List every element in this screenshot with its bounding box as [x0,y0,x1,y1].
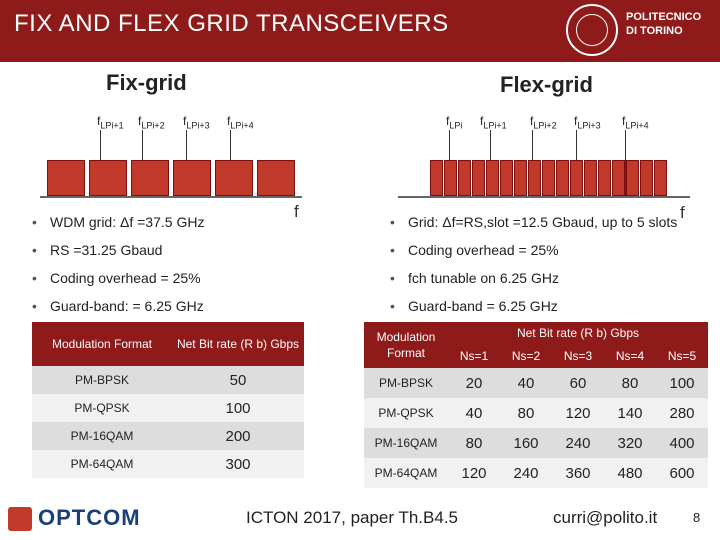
flexgrid-slot [514,160,527,196]
fixgrid-freq-sub1: LPi+1 [100,120,124,131]
table-cell: 160 [500,428,552,458]
optcom-logo [8,505,168,533]
flexgrid-freq-label-0 [446,114,462,130]
fixgrid-freq-f1: f [97,114,101,128]
flexgrid-freq-sub4: LPi+4 [625,120,649,131]
flexgrid-freq-sub2: LPi+2 [533,120,557,131]
fixgrid-heading: Fix-grid [106,70,187,95]
column-header: Ns=1 [448,344,500,368]
fixgrid-channel [173,160,211,196]
fixgrid-bullet: • Coding overhead = 25% [30,268,204,296]
column-header: Ns=4 [604,344,656,368]
table-cell: 80 [500,398,552,428]
table-cell: 360 [552,458,604,488]
flexgrid-heading: Flex-grid [500,72,593,97]
flexgrid-freq-sub0: LPi [449,120,463,131]
table-cell: 60 [552,368,604,398]
flexgrid-freq-label-4 [622,114,649,130]
flexgrid-bullet: • Coding overhead = 25% [388,240,677,268]
seal-inner-ring [576,14,608,46]
fixgrid-freq-label-2 [138,114,165,130]
flexgrid-slot [472,160,485,196]
fixgrid-bitrate-table [32,322,304,478]
column-header: Modulation Format [32,322,172,366]
fixgrid-bullet: • Guard-band: = 6.25 GHz [30,296,204,324]
flexgrid-slot [626,160,639,196]
fixgrid-freq-sub4: LPi+4 [230,120,254,131]
flexgrid-slot [542,160,555,196]
table-cell: PM-64QAM [32,450,172,478]
table-cell: 280 [656,398,708,428]
table-cell: 480 [604,458,656,488]
fixgrid-bullets [30,212,204,324]
table-row [364,458,708,488]
flexgrid-bullet: • Grid: Δf=RS,slot =12.5 Gbaud, up to 5 slots [388,212,677,240]
table-cell: 140 [604,398,656,428]
university-line2: DI TORINO [626,25,683,37]
column-header: Net Bit rate (R b) Gbps [448,322,708,344]
fixgrid-channel [89,160,127,196]
flexgrid-slot [556,160,569,196]
table-cell: 400 [656,428,708,458]
title-bar [0,0,720,62]
table-cell: 200 [172,422,304,450]
table-cell: 240 [552,428,604,458]
slide-title: FIX AND FLEX GRID TRANSCEIVERS [14,10,449,37]
flexgrid-freq-f1: f [480,114,484,128]
table-cell: 120 [552,398,604,428]
flexgrid-freq-f4: f [622,114,626,128]
flexgrid-freq-f0: f [446,114,450,128]
flexgrid-slot [528,160,541,196]
flexgrid-slot [500,160,513,196]
flexgrid-axis-label: f [680,203,685,222]
page-number: 8 [693,510,701,525]
flexgrid-freq-f3: f [574,114,578,128]
table-cell: PM-64QAM [364,458,448,488]
flexgrid-slot [654,160,667,196]
table-cell: 80 [604,368,656,398]
fixgrid-channel [131,160,169,196]
table-cell: 600 [656,458,708,488]
conference-reference: ICTON 2017, paper Th.B4.5 [246,508,458,527]
flexgrid-bullets [388,212,677,324]
flexgrid-slot [444,160,457,196]
table-cell: PM-BPSK [364,368,448,398]
flexgrid-bullet: • Guard-band = 6.25 GHz [388,296,677,324]
fixgrid-freq-f3: f [183,114,187,128]
fixgrid-freq-label-3 [183,114,210,130]
optcom-logo-text: OPTCOM [38,505,141,530]
table-cell: 320 [604,428,656,458]
fixgrid-freq-sub2: LPi+2 [141,120,165,131]
table-row [364,428,708,458]
contact-email[interactable]: curri@polito.it [553,508,658,527]
flexgrid-frequency-axis [398,196,690,198]
flexgrid-slot [612,160,625,196]
flexgrid-slot [640,160,653,196]
optcom-logo-mark [8,507,32,531]
table-cell: 80 [448,428,500,458]
table-row [364,368,708,398]
table-row [32,394,304,422]
table-cell: PM-QPSK [364,398,448,428]
table-cell: 40 [448,398,500,428]
table-cell: PM-16QAM [364,428,448,458]
flexgrid-slot [598,160,611,196]
table-cell: 40 [500,368,552,398]
table-header-row [32,322,304,366]
fixgrid-bullet: • RS =31.25 Gbaud [30,240,204,268]
table-cell: 50 [172,366,304,394]
table-cell: 120 [448,458,500,488]
flexgrid-freq-label-3 [574,114,601,130]
table-cell: 100 [172,394,304,422]
flexgrid-slot [570,160,583,196]
fixgrid-freq-f2: f [138,114,142,128]
fixgrid-axis-label: f [294,202,299,221]
table-row [364,398,708,428]
flexgrid-slot [458,160,471,196]
fixgrid-channel [257,160,295,196]
table-cell: PM-BPSK [32,366,172,394]
flexgrid-freq-label-2 [530,114,557,130]
column-header: Net Bit rate (R b) Gbps [172,322,304,366]
table-cell: PM-QPSK [32,394,172,422]
column-header: Ns=5 [656,344,708,368]
fixgrid-freq-label-4 [227,114,254,130]
university-seal [566,4,618,56]
university-name [626,10,701,38]
flexgrid-slot [430,160,443,196]
fixgrid-frequency-axis [40,196,302,198]
table-cell: PM-16QAM [32,422,172,450]
flexgrid-bitrate-table [364,322,708,488]
table-cell: 100 [656,368,708,398]
column-header: Modulation Format [364,322,448,368]
table-row [32,422,304,450]
flexgrid-freq-f2: f [530,114,534,128]
university-line1: POLITECNICO [626,11,702,23]
table-cell: 300 [172,450,304,478]
flexgrid-slot [486,160,499,196]
table-row [32,450,304,478]
fixgrid-bullet: • WDM grid: Δf =37.5 GHz [30,212,204,240]
flexgrid-slot [584,160,597,196]
flexgrid-freq-sub1: LPi+1 [483,120,507,131]
table-row [32,366,304,394]
flexgrid-freq-label-1 [480,114,507,130]
flexgrid-freq-sub3: LPi+3 [577,120,601,131]
flexgrid-bullet: • fch tunable on 6.25 GHz [388,268,677,296]
table-cell: 20 [448,368,500,398]
table-header-row [364,322,708,344]
fixgrid-freq-label-1 [97,114,124,130]
fixgrid-channel [215,160,253,196]
table-cell: 240 [500,458,552,488]
fixgrid-freq-f4: f [227,114,231,128]
fixgrid-freq-sub3: LPi+3 [186,120,210,131]
column-header: Ns=2 [500,344,552,368]
fixgrid-channel [47,160,85,196]
column-header: Ns=3 [552,344,604,368]
